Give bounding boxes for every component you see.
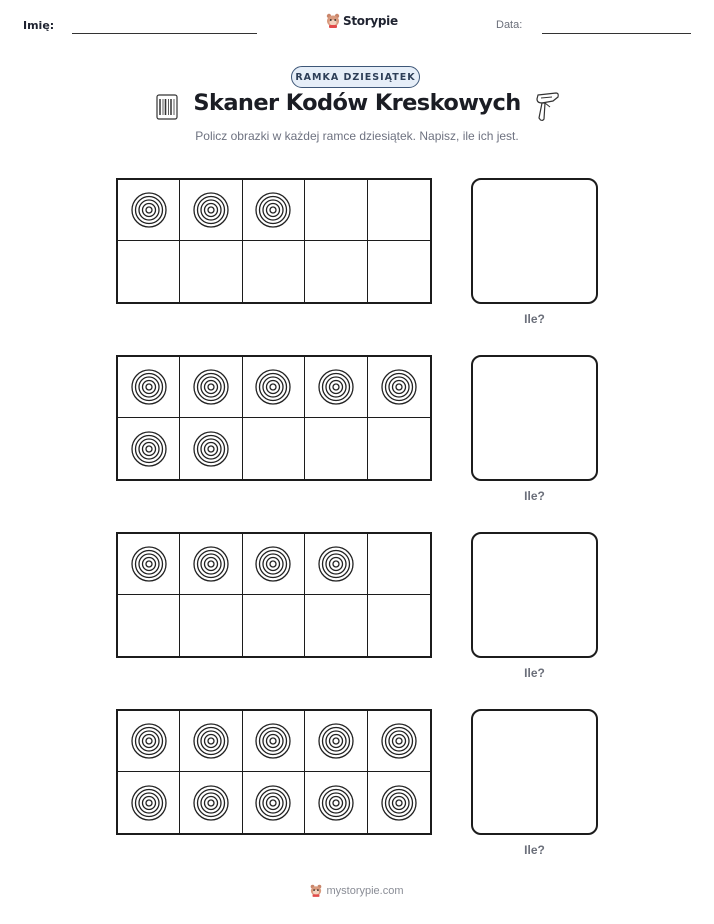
ten-frame-cell [118,241,180,302]
answer-label: Ile? [524,312,545,326]
page-title: Skaner Kodów Kreskowych [193,90,521,116]
answer-box[interactable] [471,355,598,481]
ten-frame [116,178,432,304]
ten-frame [116,709,432,835]
target-circles-icon [255,369,291,405]
ten-frame-cell [243,711,305,772]
name-line[interactable] [72,33,257,34]
target-circles-icon [131,431,167,467]
ten-frame-cell [368,772,430,833]
ten-frame-cell [305,595,367,656]
target-circles-icon [193,546,229,582]
ten-frame-cell [243,534,305,595]
target-circles-icon [318,369,354,405]
ten-frame-cell [180,711,242,772]
target-circles-icon [193,785,229,821]
name-label: Imię: [23,19,55,32]
instructions: Policz obrazki w każdej ramce dziesiątek. Napisz, ile ich jest. [195,129,519,143]
target-circles-icon [193,723,229,759]
ten-frame-cell [180,241,242,302]
target-circles-icon [318,546,354,582]
ten-frame-cell [243,418,305,479]
target-circles-icon [255,723,291,759]
ten-frame-cell [243,241,305,302]
ten-frame-cell [180,534,242,595]
target-circles-icon [131,192,167,228]
ten-frame-cell [118,180,180,241]
target-circles-icon [131,785,167,821]
ten-frame-cell [305,357,367,418]
target-circles-icon [131,723,167,759]
ten-frame-cell [180,595,242,656]
target-circles-icon [318,785,354,821]
footer-url: mystorypie.com [326,884,404,897]
answer-label: Ile? [524,666,545,680]
target-circles-icon [255,546,291,582]
ten-frame-cell [305,772,367,833]
brand-name: Storypie [343,13,398,28]
target-circles-icon [255,192,291,228]
ten-frame-cell [243,772,305,833]
target-circles-icon [131,369,167,405]
ten-frame [116,355,432,481]
answer-label: Ile? [524,489,545,503]
ten-frame-cell [243,357,305,418]
ten-frame-cell [118,357,180,418]
ten-frame-cell [180,180,242,241]
mascot-icon [326,13,340,28]
ten-frame-cell [118,534,180,595]
worksheet-type-badge: RAMKA DZIESIĄTEK [291,66,420,88]
ten-frame-cell [368,534,430,595]
ten-frame-cell [305,534,367,595]
ten-frame-cell [180,418,242,479]
target-circles-icon [381,723,417,759]
target-circles-icon [318,723,354,759]
target-circles-icon [193,431,229,467]
ten-frame-cell [368,711,430,772]
ten-frame-cell [305,711,367,772]
brand-logo [326,13,398,28]
date-line[interactable] [542,33,691,34]
ten-frame-cell [305,418,367,479]
ten-frame-cell [368,357,430,418]
ten-frame-cell [180,357,242,418]
ten-frame-cell [368,595,430,656]
ten-frame-cell [368,241,430,302]
target-circles-icon [193,369,229,405]
ten-frame-cell [118,711,180,772]
target-circles-icon [131,546,167,582]
mascot-icon [310,884,322,897]
ten-frame [116,532,432,658]
ten-frame-cell [118,418,180,479]
footer [0,884,714,897]
ten-frame-cell [118,595,180,656]
answer-box[interactable] [471,532,598,658]
date-label: Data: [496,19,523,31]
target-circles-icon [381,369,417,405]
answer-label: Ile? [524,843,545,857]
target-circles-icon [255,785,291,821]
ten-frame-cell [243,180,305,241]
target-circles-icon [193,192,229,228]
barcode-scanner-icon [532,91,560,123]
ten-frame-cell [243,595,305,656]
answer-box[interactable] [471,178,598,304]
ten-frame-cell [368,418,430,479]
ten-frame-cell [180,772,242,833]
ten-frame-cell [305,241,367,302]
barcode-icon [156,94,178,120]
ten-frame-cell [305,180,367,241]
target-circles-icon [381,785,417,821]
answer-box[interactable] [471,709,598,835]
ten-frame-cell [368,180,430,241]
ten-frame-cell [118,772,180,833]
